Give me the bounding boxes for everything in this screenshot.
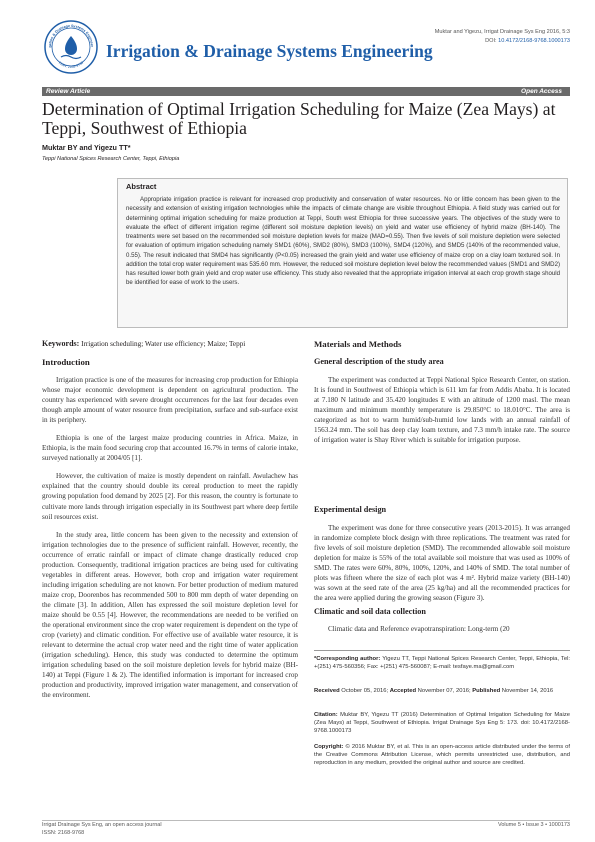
corr-label: *Corresponding author: <box>314 656 381 662</box>
footer-issn: ISSN: 2168-9768 <box>42 830 85 836</box>
copyright-note <box>314 743 570 767</box>
introduction-body <box>42 375 298 708</box>
notes-divider <box>314 650 570 651</box>
copyright-text: © 2016 Muktar BY, et al. This is an open-access article distributed under the terms of the Creative Commons Attribution License, which permits unrestricted use, distribution, and reproduction in any medium, provided the original author and source are credited. <box>314 744 570 767</box>
accepted-date: November 07, 2016; <box>416 688 473 694</box>
received-date: October 05, 2016; <box>339 688 390 694</box>
footer-divider <box>42 820 570 821</box>
article-type-band <box>42 87 570 96</box>
logo-top-text: gation & Drainage Systems Engineer <box>47 23 95 48</box>
footer-journal: Irrigat Drainage Sys Eng, an open access journal <box>42 822 162 828</box>
intro-paragraph: Ethiopia is one of the largest maize producing countries in Africa. Maize, in Ethiopia, is the main food securing crop that accounted 16.7% in terms of calorie intake, surveyed nationally at 2004/05 [1]. <box>42 434 298 463</box>
keywords <box>42 339 245 348</box>
intro-paragraph: However, the cultivation of maize is mostly dependent on rainfall. Awulachew has explained that the country should double its cereal production to meet the rapidly growing population food demand by 2025 [2]. For this reason, the country is fortunate to cultivate more lands through irrigation especially in its Southwest part where deep fertile soil resources exist. <box>42 472 298 521</box>
footer-volume: Volume 5 • Issue 3 • 1000173 <box>497 822 570 828</box>
authors: Muktar BY and Yigezu TT* <box>42 143 131 152</box>
journal-title: Irrigation & Drainage Systems Engineering <box>106 41 433 61</box>
climatic-data-paragraph: Climatic data and Reference evapotranspiration: Long-term (20 <box>328 625 510 633</box>
publication-dates <box>314 687 570 695</box>
logo-issn-text: ISSN: 2168-9768 <box>57 60 85 70</box>
published-date: November 14, 2016 <box>500 688 554 694</box>
citation-label: Citation: <box>314 712 338 718</box>
keywords-text: Irrigation scheduling; Water use efficiency; Maize; Teppi <box>79 340 246 348</box>
doi-label: DOI: <box>485 38 499 44</box>
experimental-design-paragraph: The experiment was done for three consecutive years (2013-2015). It was arranged in randomize complete block design with three replications. The treatment was rated for five levels of soil moisture depletion (SMD). The recommended allowable soil moisture depletion for maize is 55% of the total available soil moisture that was used as 100% of SMD. The rates were 60%, 80%, 100%, 120%, and 140% of SMD. The total number of plots was fifteen where the size of each plot was 4 m². Hybrid maize variety (BH-140) was sown at the seed rate of the area (25 kg/ha) and all the recommended practices for the area were applied during the growing season (Figure 3). <box>314 524 570 603</box>
article-type-label: Review Article <box>46 87 91 95</box>
intro-paragraph: In the study area, little concern has been given to the necessity and extension of irrigation technologies due to the presence of sufficient rainfall. However, recently, the occurrence of erratic rainfall or impact of climate change drastically reduced crop production. Consequently, traditional irrigation practices are being used for cultivating vegetables in different areas. However, both crop and irrigation water requirement including irrigation scheduling are not known. For better production of medium matured maize crop, Doorenbos has recommended 500 to 800 mm depth of water depending on the climate [3]. In addition, Allen has expressed the soil moisture depletion level for maize should be 0.55 [4]. However, the recommendations are needed to be verified on the operational environment since the crop water requirement is dependent on the type of crop (variety) and climatic condition. For effective use of available water resource, it is relevant to determine the actual crop water need and the right time of water application (irrigation scheduling). Hence, this study was conducted to determine the optimum irrigation scheduling based on the soil moisture depletion levels for hybrid maize (BH-140) at Teppi (Figure 1 & 2). The identified information is important for increased crop production and productivity, improved irrigation water management, and conservation of the environment. <box>42 530 298 700</box>
corresponding-author-note <box>314 655 570 671</box>
abstract-text: Appropriate irrigation practice is relevant for increased crop productivity and conservation of water resources. No or little concern has been given to the necessity and extension of existing irrigation technologies while the impacts of climate change are visible throughout Ethiopia. A field study was carried out for determining optimal irrigation scheduling for maize production at Teppi, South west Ethiopia for three successive years. The objectives of the study were to evaluate the effect of different irrigation regime (different soil moisture depletion levels) on yield and water use efficiency of hybrid maize (BH-140). The treatments were set based on the recommended soil moisture depletion levels for maize (MAD=0.55). Then five levels of soil moisture depletion were selected for evaluation of optimum irrigation scheduling namely SMD1 (60%), SMD2 (80%), SMD3 (100%), SMD4 (120%), and SMD5 (140% of the recommended value, 0.55). The result indicated that SMD4 has significantly (P<0.05) increased the grain yield and water use efficiency of maize crop on a clay loam textured soil. In addition the total crop water requirement was 535.60 mm. However, the reduced soil moisture depletion level below the recommended values (SMD1 and SMD2) has resulted lower both grain yield and crop water use efficiency. This study also revealed that the appropriate irrigation interval at each crop growth stage should be identified for ease of work to the users. <box>126 196 560 287</box>
study-area-body <box>314 375 570 453</box>
accepted-label: Accepted <box>389 688 417 694</box>
journal-logo <box>44 20 98 74</box>
header-doi <box>485 38 570 44</box>
affiliation: Teppi National Spices Research Center, Teppi, Ethiopia <box>42 156 180 162</box>
climatic-data-heading: Climatic and soil data collection <box>314 607 426 616</box>
experimental-design-body <box>314 523 570 611</box>
introduction-heading: Introduction <box>42 357 90 367</box>
received-label: Received <box>314 688 340 694</box>
citation-note <box>314 711 570 735</box>
abstract-heading: Abstract <box>126 182 157 191</box>
study-area-heading: General description of the study area <box>314 357 444 366</box>
methods-heading: Materials and Methods <box>314 339 402 349</box>
experimental-design-heading: Experimental design <box>314 505 387 514</box>
climatic-data-body <box>314 624 570 642</box>
header-citation: Muktar and Yigezu, Irrigat Drainage Sys Eng 2016, 5:3 <box>434 29 570 35</box>
published-label: Published <box>472 688 501 694</box>
study-area-paragraph: The experiment was conducted at Teppi National Spice Research Center, on station. It is found in Southwest of Ethiopia which is 611 km far from Addis Ababa. It is located at 7.180 N latitude and 35.420 longitudes E with an altitude of 1200 masl. The mean maximum and minimum monthly temperature is 29.850°C to 18.010°C. The area is categorized as hot to warm humid/sub-humid low lands with an annual rainfall of 1563.24 mm. The soil has deep clay loam texture, and 7.3 mm/h intake rate. The source of irrigation water is Shay River which is suitable for irrigation purpose. <box>314 376 570 445</box>
intro-paragraph: Irrigation practice is one of the measures for increasing crop production for Ethiopia whose major economic development is dependent on agricultural production. The country has experienced with severe drought occurrences for the last four decades even though ample amount of water resource from precipitation, surface and sub-surface exist in its periphery. <box>42 376 298 425</box>
corr-text: Yigezu TT, Teppi National Spices Research Center, Teppi, Ethiopia, Tel: +(251) 475-560356; Fax: +(251) 475-560087; E-mail: tesfaye.ma@gmail.com <box>314 656 571 671</box>
copyright-label: Copyright: <box>314 744 344 750</box>
citation-text: Muktar BY, Yigezu TT (2016) Determination of Optimal Irrigation Scheduling for Maize (Zea Mays) at Teppi, Southwest of Ethiopia. Irrigat Drainage Sys Eng 5: 173. doi: 10.4172/2168-9768.1000173 <box>314 712 570 735</box>
article-title: Determination of Optimal Irrigation Scheduling for Maize (Zea Mays) at Teppi, Southwest of Ethiopia <box>42 99 556 138</box>
doi-link[interactable]: 10.4172/2168-9768.1000173 <box>498 38 570 44</box>
open-access-label: Open Access <box>521 87 562 95</box>
keywords-label: Keywords: <box>42 339 80 348</box>
